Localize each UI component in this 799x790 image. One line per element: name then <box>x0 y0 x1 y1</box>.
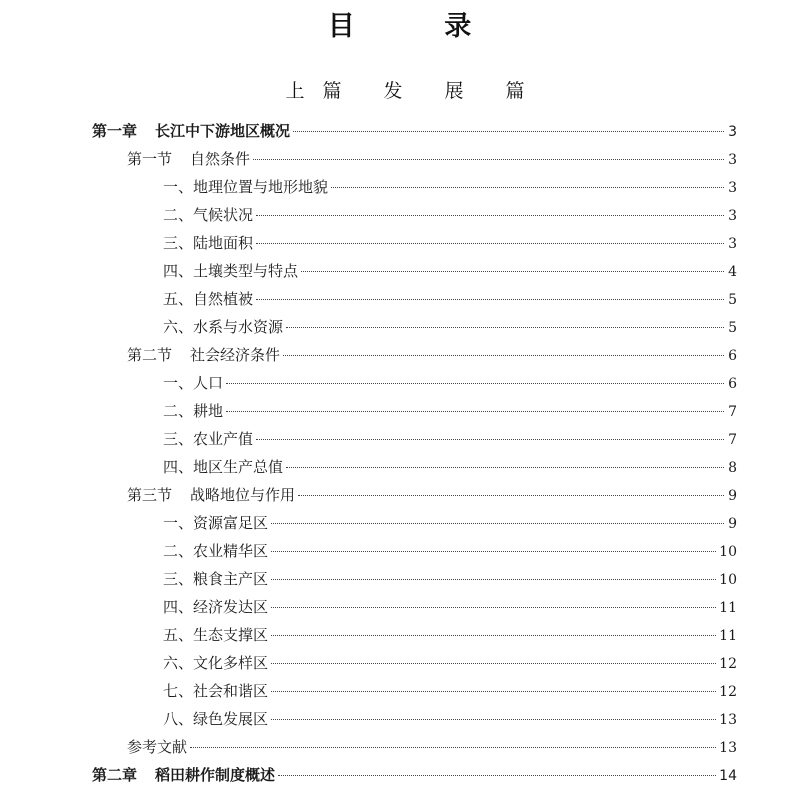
toc-entry-item[interactable] <box>163 425 737 453</box>
toc-entry-page-number: 3 <box>728 236 737 252</box>
toc-entry-page-number: 14 <box>719 768 737 784</box>
toc-entry-page-number: 9 <box>728 488 737 504</box>
toc-entry-page-number: 10 <box>719 572 737 588</box>
toc-entry-section[interactable] <box>127 145 737 173</box>
toc-entry-item[interactable] <box>163 705 737 733</box>
toc-entry-label: 三、粮食主产区 <box>163 570 269 588</box>
dot-leader <box>331 187 724 188</box>
dot-leader <box>293 131 724 132</box>
toc-entry-number: 第三节 <box>127 486 173 504</box>
toc-entry-section[interactable] <box>127 733 737 761</box>
toc-entry-item[interactable] <box>163 593 737 621</box>
toc-entry-section[interactable] <box>127 341 737 369</box>
toc-entry-item[interactable] <box>163 257 737 285</box>
toc-entry-item[interactable] <box>163 621 737 649</box>
dot-leader <box>253 159 724 160</box>
toc-entry-page-number: 7 <box>728 432 737 448</box>
toc-entry-label: 二、气候状况 <box>163 206 254 224</box>
toc-entry-page-number: 3 <box>728 208 737 224</box>
toc-entry-page-number: 8 <box>728 460 737 476</box>
toc-entry-item[interactable] <box>163 565 737 593</box>
dot-leader <box>271 607 716 608</box>
toc-entry-item[interactable] <box>163 313 737 341</box>
toc-entry-label: 一、资源富足区 <box>163 514 269 532</box>
toc-entry-label: 长江中下游地区概况 <box>155 122 291 140</box>
toc-entry-label: 七、社会和谐区 <box>163 682 269 700</box>
toc-entry-page-number: 9 <box>728 516 737 532</box>
dot-leader <box>283 355 724 356</box>
toc-entry-label: 一、地理位置与地形地貌 <box>163 178 329 196</box>
toc-entry-item[interactable] <box>163 509 737 537</box>
toc-entry-item[interactable] <box>163 285 737 313</box>
toc-entry-page-number: 13 <box>719 712 737 728</box>
toc-entry-page-number: 6 <box>728 376 737 392</box>
toc-entry-item[interactable] <box>163 369 737 397</box>
toc-entry-number: 第一章 <box>92 122 138 140</box>
toc-entry-page-number: 3 <box>728 124 737 140</box>
toc-entry-item[interactable] <box>163 649 737 677</box>
dot-leader <box>271 579 716 580</box>
toc-entry-page-number: 12 <box>719 684 737 700</box>
toc-entry-page-number: 5 <box>728 292 737 308</box>
dot-leader <box>190 747 716 748</box>
toc-entry-item[interactable] <box>163 453 737 481</box>
dot-leader <box>271 551 716 552</box>
toc-entry-page-number: 7 <box>728 404 737 420</box>
toc-entry-page-number: 11 <box>719 600 737 616</box>
toc-entry-label: 稻田耕作制度概述 <box>155 766 276 784</box>
toc-entry-page-number: 4 <box>728 264 737 280</box>
toc-entry-label: 三、农业产值 <box>163 430 254 448</box>
toc-entry-page-number: 11 <box>719 628 737 644</box>
toc-entry-item[interactable] <box>163 201 737 229</box>
toc-entry-label: 四、地区生产总值 <box>163 458 284 476</box>
toc-entry-item[interactable] <box>163 397 737 425</box>
toc-entry-label: 社会经济条件 <box>190 346 281 364</box>
toc-entry-label: 四、土壤类型与特点 <box>163 262 299 280</box>
dot-leader <box>271 691 716 692</box>
dot-leader <box>256 439 724 440</box>
toc-entry-page-number: 3 <box>728 180 737 196</box>
toc-entry-label: 六、水系与水资源 <box>163 318 284 336</box>
dot-leader <box>301 271 724 272</box>
toc-entry-page-number: 5 <box>728 320 737 336</box>
dot-leader <box>278 775 716 776</box>
toc-entry-label: 五、生态支撑区 <box>163 626 269 644</box>
toc-entry-label: 战略地位与作用 <box>190 486 296 504</box>
toc-entry-label: 四、经济发达区 <box>163 598 269 616</box>
dot-leader <box>226 411 724 412</box>
toc-entry-label: 一、人口 <box>163 374 224 392</box>
dot-leader <box>256 243 724 244</box>
toc-entry-label: 二、耕地 <box>163 402 224 420</box>
toc-entry-page-number: 6 <box>728 348 737 364</box>
toc-entry-page-number: 12 <box>719 656 737 672</box>
toc-entry-label: 参考文献 <box>127 738 188 756</box>
toc-entry-chapter[interactable] <box>92 117 737 145</box>
toc-entry-item[interactable] <box>163 173 737 201</box>
toc-entry-number: 第一节 <box>127 150 173 168</box>
toc-entry-page-number: 13 <box>719 740 737 756</box>
toc-entry-label: 三、陆地面积 <box>163 234 254 252</box>
dot-leader <box>226 383 724 384</box>
dot-leader <box>256 299 724 300</box>
toc-entry-number: 第二章 <box>92 766 138 784</box>
toc-entry-item[interactable] <box>163 537 737 565</box>
toc-entry-label: 八、绿色发展区 <box>163 710 269 728</box>
part-title: 上篇 发 展 篇 <box>285 80 543 102</box>
toc-entry-item[interactable] <box>163 677 737 705</box>
toc-entry-number: 第二节 <box>127 346 173 364</box>
toc-entry-label: 自然条件 <box>190 150 251 168</box>
dot-leader <box>271 719 716 720</box>
dot-leader <box>271 663 716 664</box>
dot-leader <box>271 523 724 524</box>
toc-entry-page-number: 10 <box>719 544 737 560</box>
dot-leader <box>286 327 724 328</box>
toc-entry-label: 二、农业精华区 <box>163 542 269 560</box>
toc-entry-label: 五、自然植被 <box>163 290 254 308</box>
dot-leader <box>256 215 724 216</box>
page-title: 目 录 <box>327 11 512 42</box>
toc-entry-section[interactable] <box>127 481 737 509</box>
toc-entry-item[interactable] <box>163 229 737 257</box>
dot-leader <box>286 467 724 468</box>
dot-leader <box>298 495 724 496</box>
toc-entry-page-number: 3 <box>728 152 737 168</box>
toc-entry-label: 六、文化多样区 <box>163 654 269 672</box>
dot-leader <box>271 635 716 636</box>
